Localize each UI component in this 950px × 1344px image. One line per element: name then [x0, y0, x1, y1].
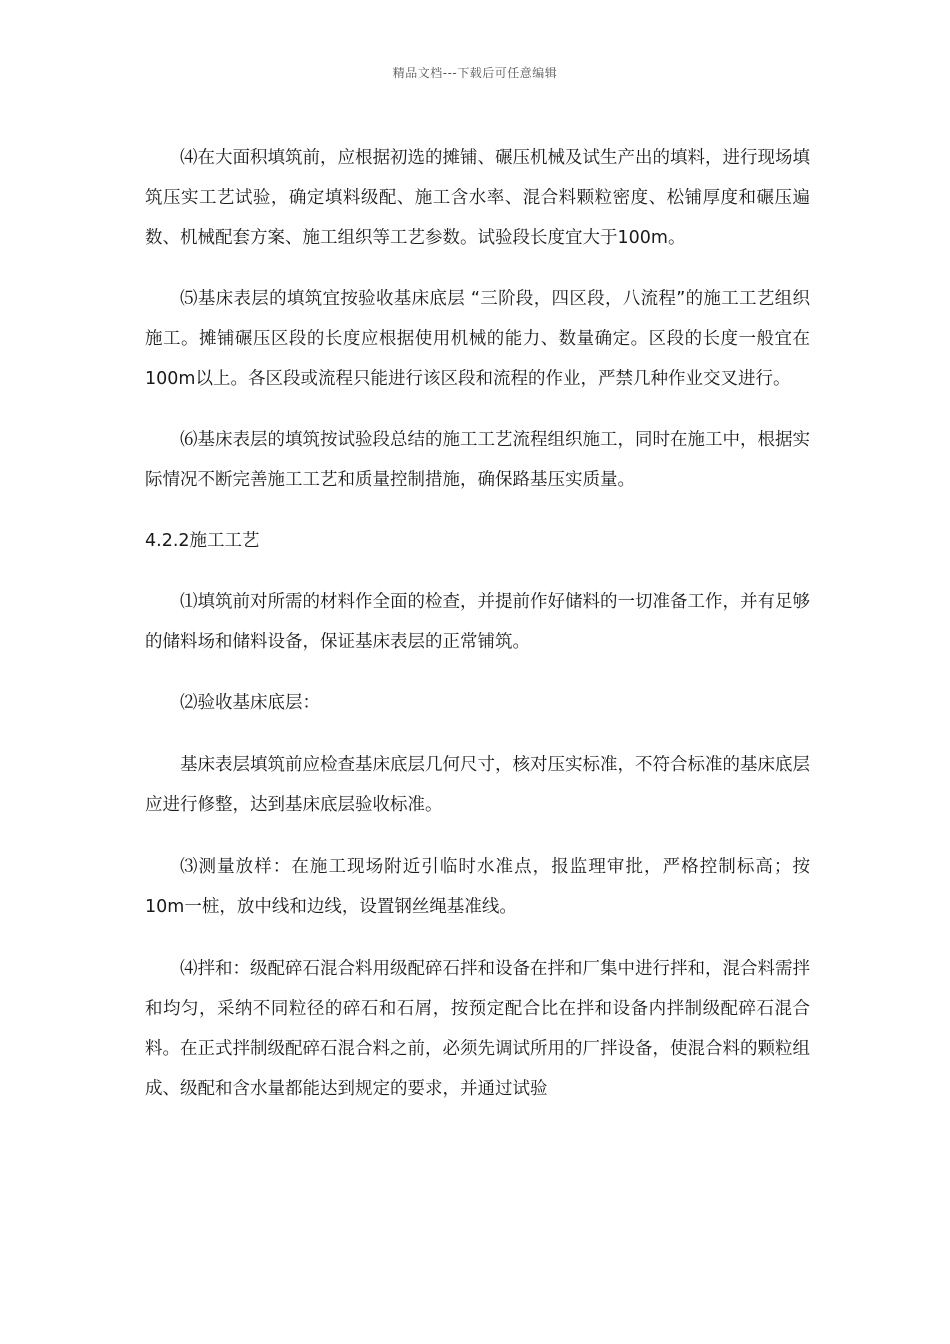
document-body [145, 138, 810, 1109]
paragraph-item-4-mixing: ⑷拌和：级配碎石混合料用级配碎石拌和设备在拌和厂集中进行拌和，混合料需拌和均匀，采纳不同粒径的碎石和石屑，按预定配合比在拌和设备内拌制级配碎石混合料。在正式拌制级配碎石混合料之前，必须先调试所用的厂拌设备，使混合料的颗粒组成、级配和含水量都能达到规定的要求，并通过试验 [145, 959, 810, 1099]
paragraph-item-6-process-control: ⑹基床表层的填筑按试验段总结的施工工艺流程组织施工，同时在施工中，根据实际情况不断完善施工工艺和质量控制措施，确保路基压实质量。 [145, 430, 810, 490]
paragraph-acceptance-detail: 基床表层填筑前应检查基床底层几何尺寸，核对压实标准，不符合标准的基床底层应进行修整，达到基床底层验收标准。 [145, 755, 810, 815]
paragraph-item-5-filling-stages: ⑸基床表层的填筑宜按验收基床底层 “三阶段，四区段，八流程”的施工工艺组织施工。摊铺碾压区段的长度应根据使用机械的能力、数量确定。区段的长度一般宜在100m以上。各区段或流程只能进行该区段和流程的作业，严禁几种作业交叉进行。 [145, 289, 810, 389]
paragraph-item-2-acceptance: ⑵验收基床底层： [180, 693, 320, 713]
paragraph-item-4-test-section: ⑷在大面积填筑前，应根据初选的摊铺、碾压机械及试生产出的填料，进行现场填筑压实工艺试验，确定填料级配、施工含水率、混合料颗粒密度、松铺厚度和碾压遍数、机械配套方案、施工组织等工艺参数。试验段长度宜大于100m。 [145, 148, 810, 248]
section-heading-construction-process: 4.2.2施工工艺 [145, 531, 260, 551]
paragraph-item-1-material-check: ⑴填筑前对所需的材料作全面的检查，并提前作好储料的一切准备工作，并有足够的储料场和储料设备，保证基床表层的正常铺筑。 [145, 592, 810, 652]
paragraph-item-3-survey: ⑶测量放样：在施工现场附近引临时水准点，报监理审批，严格控制标高；按10m一桩，放中线和边线，设置钢丝绳基准线。 [145, 857, 810, 917]
page-header: 精品文档---下载后可任意编辑 [392, 66, 558, 80]
